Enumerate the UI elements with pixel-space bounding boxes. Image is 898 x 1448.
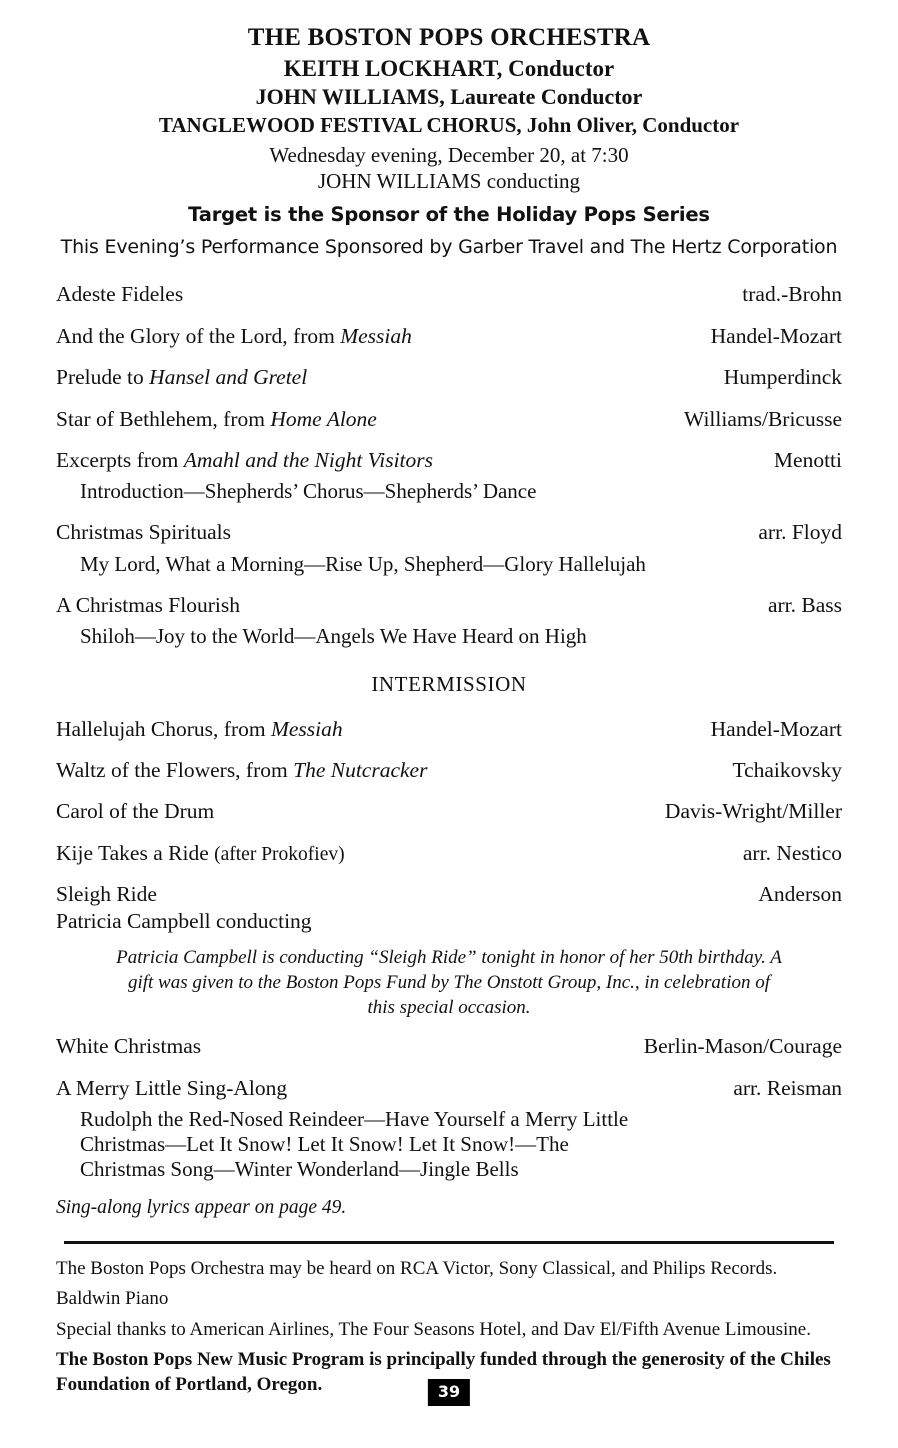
footer-notes (56, 1256, 842, 1398)
entry-title-italic: Home Alone (270, 406, 377, 431)
footer-new-music-program: The Boston Pops New Music Program is principally funded through the generosity of the Chiles Foundation of Portland, Oregon. (56, 1349, 831, 1396)
page-number: 39 (428, 1379, 470, 1406)
program-entry (56, 717, 842, 742)
entry-title-text: Carol of the Drum (56, 799, 215, 824)
entry-title (56, 365, 321, 390)
entry-title (56, 717, 357, 742)
entry-title (56, 282, 197, 307)
entry-title-text: Kije Takes a Ride (56, 840, 215, 865)
program-entry (56, 841, 842, 866)
entry-title-text: Star of Bethlehem, from (56, 406, 271, 431)
program-entry (56, 324, 842, 349)
entry-title-text: Waltz of the Flowers, from (56, 757, 294, 782)
footer-piano: Baldwin Piano (56, 1288, 169, 1310)
entry-composer: arr. Nestico (742, 840, 842, 865)
entry-title-italic: Messiah (340, 323, 412, 348)
entry-title (56, 448, 447, 473)
entry-title-italic: Amahl and the Night Visitors (183, 447, 434, 472)
entry-title-text: Christmas Spirituals (56, 520, 231, 545)
entry-title (56, 841, 359, 866)
entry-movements: Shiloh—Joy to the World—Angels We Have Heard on High (80, 624, 587, 649)
footer-thanks: Special thanks to American Airlines, The Four Seasons Hotel, and Dav El/Fifth Avenue Limousine. (56, 1318, 811, 1340)
entry-composer: Menotti (773, 447, 842, 472)
program-entry (56, 282, 842, 307)
entry-title-italic: The Nutcracker (293, 757, 428, 782)
entry-title-suffix: (after Prokofiev) (214, 843, 345, 865)
guest-conductor: JOHN WILLIAMS conducting (317, 169, 581, 194)
entry-composer: Handel-Mozart (710, 323, 842, 348)
program-entry (56, 365, 842, 390)
dedication-note: Patricia Campbell is conducting “Sleigh Ride” tonight in honor of her 50th birthday. A gift was given to the Boston Pops Fund by The Onstott Group, Inc., in celebration of this special occasion. (116, 947, 782, 1019)
entry-title (56, 758, 441, 783)
footer-divider (64, 1241, 834, 1244)
program-entry (56, 407, 842, 432)
entry-composer: Berlin-Mason/Courage (643, 1034, 842, 1059)
entry-title-italic: Messiah (270, 716, 343, 741)
program-entry (56, 593, 842, 650)
entry-title-italic: Hansel and Gretel (149, 365, 308, 390)
concert-header (56, 22, 842, 258)
entry-title-text: And the Glory of the Lord, from (56, 323, 341, 348)
concert-date: Wednesday evening, December 20, at 7:30 (269, 143, 629, 168)
program-part-one (56, 282, 842, 649)
program-entry (56, 448, 842, 505)
entry-title (56, 324, 426, 349)
entry-title-text: A Merry Little Sing-Along (56, 1075, 288, 1100)
program-entry (56, 1076, 842, 1183)
program-entry (56, 520, 842, 577)
intermission-label: INTERMISSION (371, 671, 527, 696)
program-entry-sleigh-ride (56, 882, 842, 1020)
entry-title: Sleigh Ride (56, 881, 157, 906)
entry-composer: Humperdinck (723, 365, 842, 390)
entry-composer: Handel-Mozart (710, 716, 842, 741)
program-list (56, 282, 842, 1218)
entry-movements: Rudolph the Red-Nosed Reindeer—Have Yourself a Merry Little Christmas—Let It Snow! Let It Snow! Let It Snow!—The Christmas Song—Winter Wonderland—Jingle Bells (80, 1107, 629, 1182)
singalong-note: Sing-along lyrics appear on page 49. (56, 1196, 347, 1218)
entry-title-text: Hallelujah Chorus, from (56, 716, 271, 741)
program-part-three (56, 1034, 842, 1182)
entry-title-text: Adeste Fideles (56, 282, 184, 307)
entry-title (56, 520, 245, 545)
laureate-conductor-name: JOHN WILLIAMS, Laureate Conductor (255, 84, 643, 110)
entry-composer: arr. Floyd (758, 520, 842, 545)
entry-movements: Introduction—Shepherds’ Chorus—Shepherds’ Dance (80, 479, 537, 504)
entry-title (56, 799, 228, 824)
footer-recordings: The Boston Pops Orchestra may be heard on RCA Victor, Sony Classical, and Philips Records. (56, 1257, 778, 1279)
guest-conductor-line: Patricia Campbell conducting (56, 909, 312, 934)
entry-movements: My Lord, What a Morning—Rise Up, Shepherd—Glory Hallelujah (80, 551, 646, 576)
entry-composer: Anderson (758, 881, 842, 906)
chorus-name: TANGLEWOOD FESTIVAL CHORUS, John Oliver, Conductor (158, 112, 740, 137)
entry-title (56, 1076, 301, 1101)
entry-composer: arr. Bass (767, 593, 842, 617)
evening-sponsor: This Evening’s Performance Sponsored by Garber Travel and The Hertz Corporation (60, 236, 838, 259)
entry-composer: arr. Reisman (733, 1075, 842, 1100)
entry-title-text: Excerpts from (56, 447, 184, 472)
entry-composer: Williams/Bricusse (684, 406, 842, 431)
conductor-name: KEITH LOCKHART, Conductor (283, 56, 615, 81)
program-entry (56, 799, 842, 824)
program-entry (56, 758, 842, 783)
series-sponsor: Target is the Sponsor of the Holiday Pops Series (188, 203, 710, 227)
entry-title-text: White Christmas (56, 1034, 202, 1059)
entry-title (56, 1034, 215, 1059)
entry-title (56, 407, 391, 432)
entry-title-text: Prelude to (56, 365, 150, 390)
entry-composer: Davis-Wright/Miller (664, 799, 842, 824)
entry-composer: Tchaikovsky (732, 757, 842, 782)
program-entry (56, 1034, 842, 1059)
entry-title (56, 593, 254, 618)
orchestra-name: THE BOSTON POPS ORCHESTRA (247, 24, 651, 51)
entry-composer: trad.-Brohn (742, 282, 842, 307)
entry-title-text: A Christmas Flourish (56, 593, 240, 617)
program-part-two (56, 717, 842, 866)
